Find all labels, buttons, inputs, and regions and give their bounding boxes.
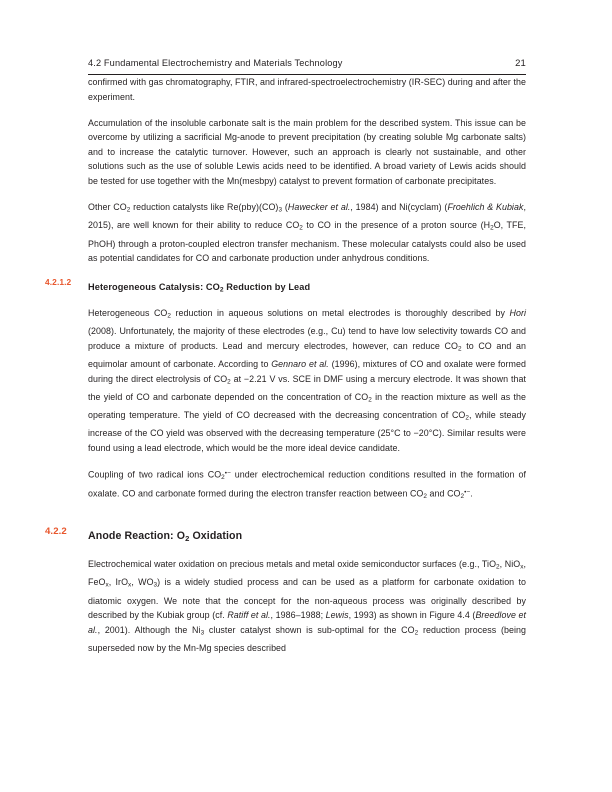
- text-run: (: [282, 202, 288, 213]
- page-header: [88, 58, 526, 75]
- paragraph-accumulation: [88, 116, 526, 189]
- text-run: , 1986–1988;: [270, 610, 326, 621]
- text-run: , WO: [131, 577, 154, 588]
- subscript-2: 2: [414, 629, 419, 637]
- subscript-x: x: [520, 563, 524, 571]
- text-run: reduction catalysts like Re(pby)(CO): [130, 202, 279, 213]
- subscript-2: 2: [490, 224, 494, 232]
- subscript-x: x: [105, 582, 109, 590]
- section-title: [88, 530, 242, 542]
- text-run: , IrO: [108, 577, 129, 588]
- paragraph-other-catalysts: [88, 200, 526, 266]
- subscript-2: 2: [457, 345, 462, 353]
- subscript-3: 3: [278, 206, 283, 214]
- subscript-2: 2: [299, 224, 303, 232]
- subscript-2: 2: [167, 312, 172, 320]
- superscript-radical-anion: •−: [224, 470, 231, 478]
- text-run: and CO: [427, 488, 461, 499]
- citation-breedlove: Breedlove et al.: [88, 610, 526, 635]
- subscript-2: 2: [496, 563, 500, 571]
- text-run: to CO and an equimolar amount of carbonate. According to: [88, 341, 526, 370]
- text-run: at −2.21 V vs. SCE in DMF using a mercury electrode. It was shown that the yield of CO and carbonate depended on the concentration of CO: [88, 373, 526, 402]
- text-run: Anode Reaction: O: [88, 530, 186, 543]
- citation-froehlich-kubiak: Froehlich & Kubiak: [447, 202, 524, 213]
- superscript-radical-anion: •−: [464, 488, 471, 496]
- paragraph-text: confirmed with gas chromatography, FTIR, and infrared-spectroelectrochemistry (IR-SEC) during and after the experiment.: [88, 77, 526, 102]
- text-run: in the reaction mixture as well as the operating temperature. The yield of CO decreased with the decreasing concentration of CO: [88, 391, 526, 421]
- text-run: Heterogeneous CO: [88, 308, 168, 319]
- page-content: [45, 58, 527, 667]
- subscript-2: 2: [126, 206, 131, 214]
- text-run: , while steady increase of the CO yield was observed with the decreasing temperature (25°C to −20°C). Similar results were found using a lead electrode, which would be the more ideal device candidate.: [88, 410, 526, 453]
- text-run: (1996), mixtures of CO and oxalate were formed during the direct electrolysis of CO: [88, 359, 526, 384]
- paragraph-continued: [88, 75, 526, 104]
- subscript-2: 2: [465, 414, 470, 422]
- section-heading-4-2-1-2: [45, 277, 526, 295]
- text-run: O, TFE, PhOH) through a proton-coupled electron transfer mechanism. These molecular catalysts could also be used as potential candidates for CO and carbonate production under anhydrous conditions.: [88, 220, 526, 264]
- subscript-2: 2: [185, 534, 190, 544]
- citation-gennaro: Gennaro et al.: [271, 359, 329, 370]
- text-run: , 2001). Although the Ni: [97, 624, 201, 635]
- text-run: Electrochemical water oxidation on precious metals and metal oxide semiconductor surfaces (e.g., TiO: [88, 559, 497, 570]
- text-run: reduction process (being superseded now by the Mn-Mg species described: [88, 624, 527, 653]
- section-heading-4-2-2: [45, 526, 526, 544]
- subscript-2: 2: [368, 396, 372, 404]
- subscript-2: 2: [221, 474, 225, 482]
- paragraph-anode: [88, 557, 526, 655]
- text-run: (2008). Unfortunately, the majority of these electrodes (e.g., Cu) tend to have low selectivity towards CO and produce a mixture of products. Lead and mercury electrodes, however, can reduce CO: [88, 326, 526, 351]
- section-title: [88, 282, 310, 292]
- text-run: ) is a widely studied process and can be used as a platform for carbonate oxidation to diatomic oxygen. We note that the concept for the non-aqueous process was originally described by described by the Kubiak group (cf.: [88, 577, 526, 621]
- text-run: under electrochemical reduction conditions resulted in the formation of oxalate. CO and carbonate formed during the electron transfer reaction between CO: [88, 469, 526, 499]
- text-run: Heterogeneous Catalysis: CO: [88, 282, 220, 293]
- citation-lewis: Lewis: [325, 610, 349, 621]
- text-run: , NiO: [499, 559, 521, 570]
- citation-hori: Hori: [509, 308, 526, 319]
- text-run: Reduction by Lead: [223, 282, 311, 293]
- text-run: .: [470, 488, 473, 499]
- paragraph-coupling: [88, 467, 526, 504]
- subscript-3: 3: [200, 629, 205, 637]
- paragraph-text: Accumulation of the insoluble carbonate salt is the main problem for the described system. This issue can be overcome by utilizing a sacrificial Mg-anode to prevent precipitation (by creating soluble Mg carbonate salts) and to increase the catalytic turnover. However, such an approach is clearly not sustainable, and other solutions such as the use of soluble Lewis acids need to be identified. A broad variety of Lewis acids should be tested for use together with the Mn(mesbpy) catalyst to prevent formation of carbonate precipitates.: [88, 117, 526, 187]
- paragraph-heterogeneous: [88, 306, 526, 455]
- text-run: to CO in the presence of a proton source (H: [302, 220, 491, 231]
- text-run: Oxidation: [189, 530, 243, 543]
- text-run: , 2015), are well known for their ability to reduce CO: [88, 202, 526, 231]
- citation-hawecker: Hawecker et al.: [287, 202, 351, 213]
- subscript-2: 2: [460, 492, 465, 500]
- text-run: Coupling of two radical ions CO: [88, 469, 222, 480]
- subscript-2: 2: [227, 378, 231, 386]
- subscript-2: 2: [219, 286, 224, 294]
- subscript-x: x: [128, 582, 132, 590]
- page-number: 21: [515, 58, 526, 69]
- section-number: 4.2.2: [45, 526, 67, 538]
- subscript-3: 3: [153, 582, 158, 590]
- text-run: , 1984) and Ni(cyclam) (: [350, 202, 448, 213]
- subscript-2: 2: [423, 492, 428, 500]
- text-run: cluster catalyst shown is sub-optimal for the CO: [204, 624, 415, 635]
- text-run: Other CO: [88, 202, 127, 213]
- citation-ratiff: Ratiff et al.: [227, 610, 271, 621]
- text-run: , FeO: [88, 559, 526, 588]
- text-run: reduction in aqueous solutions on metal electrodes is thoroughly described by: [171, 308, 510, 319]
- text-run: , 1993) as shown in Figure 4.4 (: [348, 610, 476, 621]
- header-title: 4.2 Fundamental Electrochemistry and Materials Technology: [88, 58, 343, 68]
- section-number: 4.2.1.2: [45, 277, 72, 288]
